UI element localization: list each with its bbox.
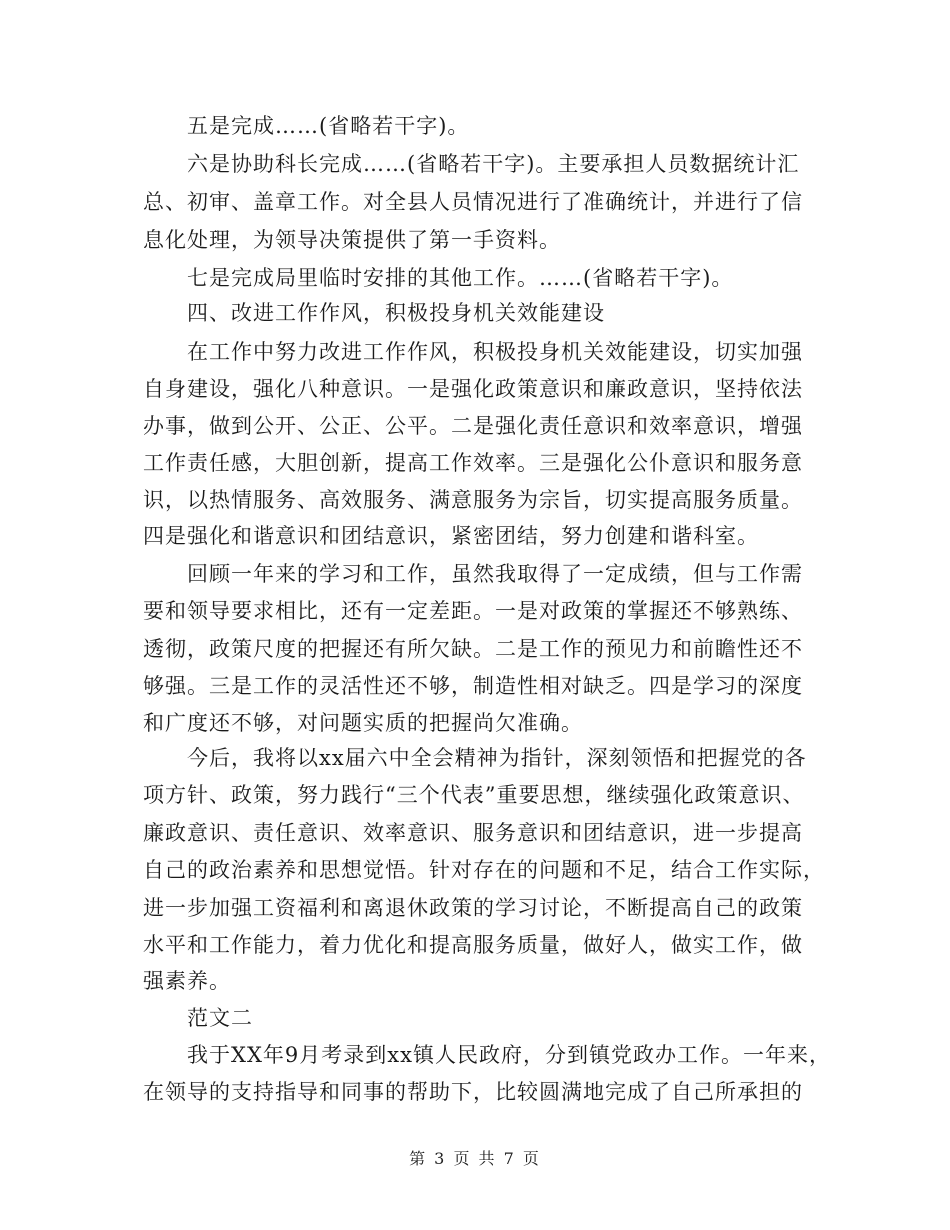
text-line: 项方针、政策，努力践行“三个代表”重要思想，继续强化政策意识、 [143,783,805,807]
text-line: 息化处理，为领导决策提供了第一手资料。 [143,228,561,252]
text-line: 廉政意识、责任意识、效率意识、服务意识和团结意识，进一步提高 [143,821,803,845]
text-line: 五是完成……(省略若干字)。 [187,114,470,138]
text-line: 总、初审、盖章工作。对全县人员情况进行了准确统计，并进行了信 [143,190,803,214]
text-line: 强素养。 [143,969,231,993]
text-line: 水平和工作能力，着力优化和提高服务质量，做好人，做实工作，做 [143,933,803,957]
text-line: 够强。三是工作的灵活性还不够，制造性相对缺乏。四是学习的深度 [143,674,803,698]
text-line: 要和领导要求相比，还有一定差距。一是对政策的掌握还不够熟练、 [143,599,803,623]
text-line: 自己的政治素养和思想觉悟。针对存在的问题和不足，结合工作实际， [143,858,825,882]
text-line: 今后，我将以xx届六中全会精神为指针，深刻领悟和把握党的各 [187,746,807,770]
page-number: 第 3 页 共 7 页 [409,1149,541,1168]
text-line: 在工作中努力改进工作作风，积极投身机关效能建设，切实加强 [187,340,803,364]
section-heading: 范文二 [187,1006,253,1030]
section-heading: 四、改进工作作风，积极投身机关效能建设 [187,301,605,325]
text-line: 办事，做到公开、公正、公平。二是强化责任意识和效率意识，增强 [143,414,803,438]
text-line: 识，以热情服务、高效服务、满意服务为宗旨，切实提高服务质量。 [143,488,803,512]
text-line: 四是强化和谐意识和团结意识，紧密团结，努力创建和谐科室。 [143,524,759,548]
text-line: 回顾一年来的学习和工作，虽然我取得了一定成绩，但与工作需 [187,562,803,586]
text-line: 我于XX年9月考录到xx镇人民政府，分到镇党政办工作。一年来， [187,1043,831,1067]
text-line: 在领导的支持指导和同事的帮助下，比较圆满地完成了自己所承担的 [143,1080,803,1104]
text-line: 六是协助科长完成……(省略若干字)。主要承担人员数据统计汇 [187,152,800,176]
text-line: 和广度还不够，对问题实质的把握尚欠准确。 [143,711,583,735]
text-line: 透彻，政策尺度的把握还有所欠缺。二是工作的预见力和前瞻性还不 [143,637,803,661]
text-line: 自身建设，强化八种意识。一是强化政策意识和廉政意识，坚持依法 [143,377,803,401]
text-line: 工作责任感，大胆创新，提高工作效率。三是强化公仆意识和服务意 [143,451,803,475]
text-line: 七是完成局里临时安排的其他工作。……(省略若干字)。 [187,266,734,290]
text-line: 进一步加强工资福利和离退休政策的学习讨论，不断提高自己的政策 [143,896,803,920]
